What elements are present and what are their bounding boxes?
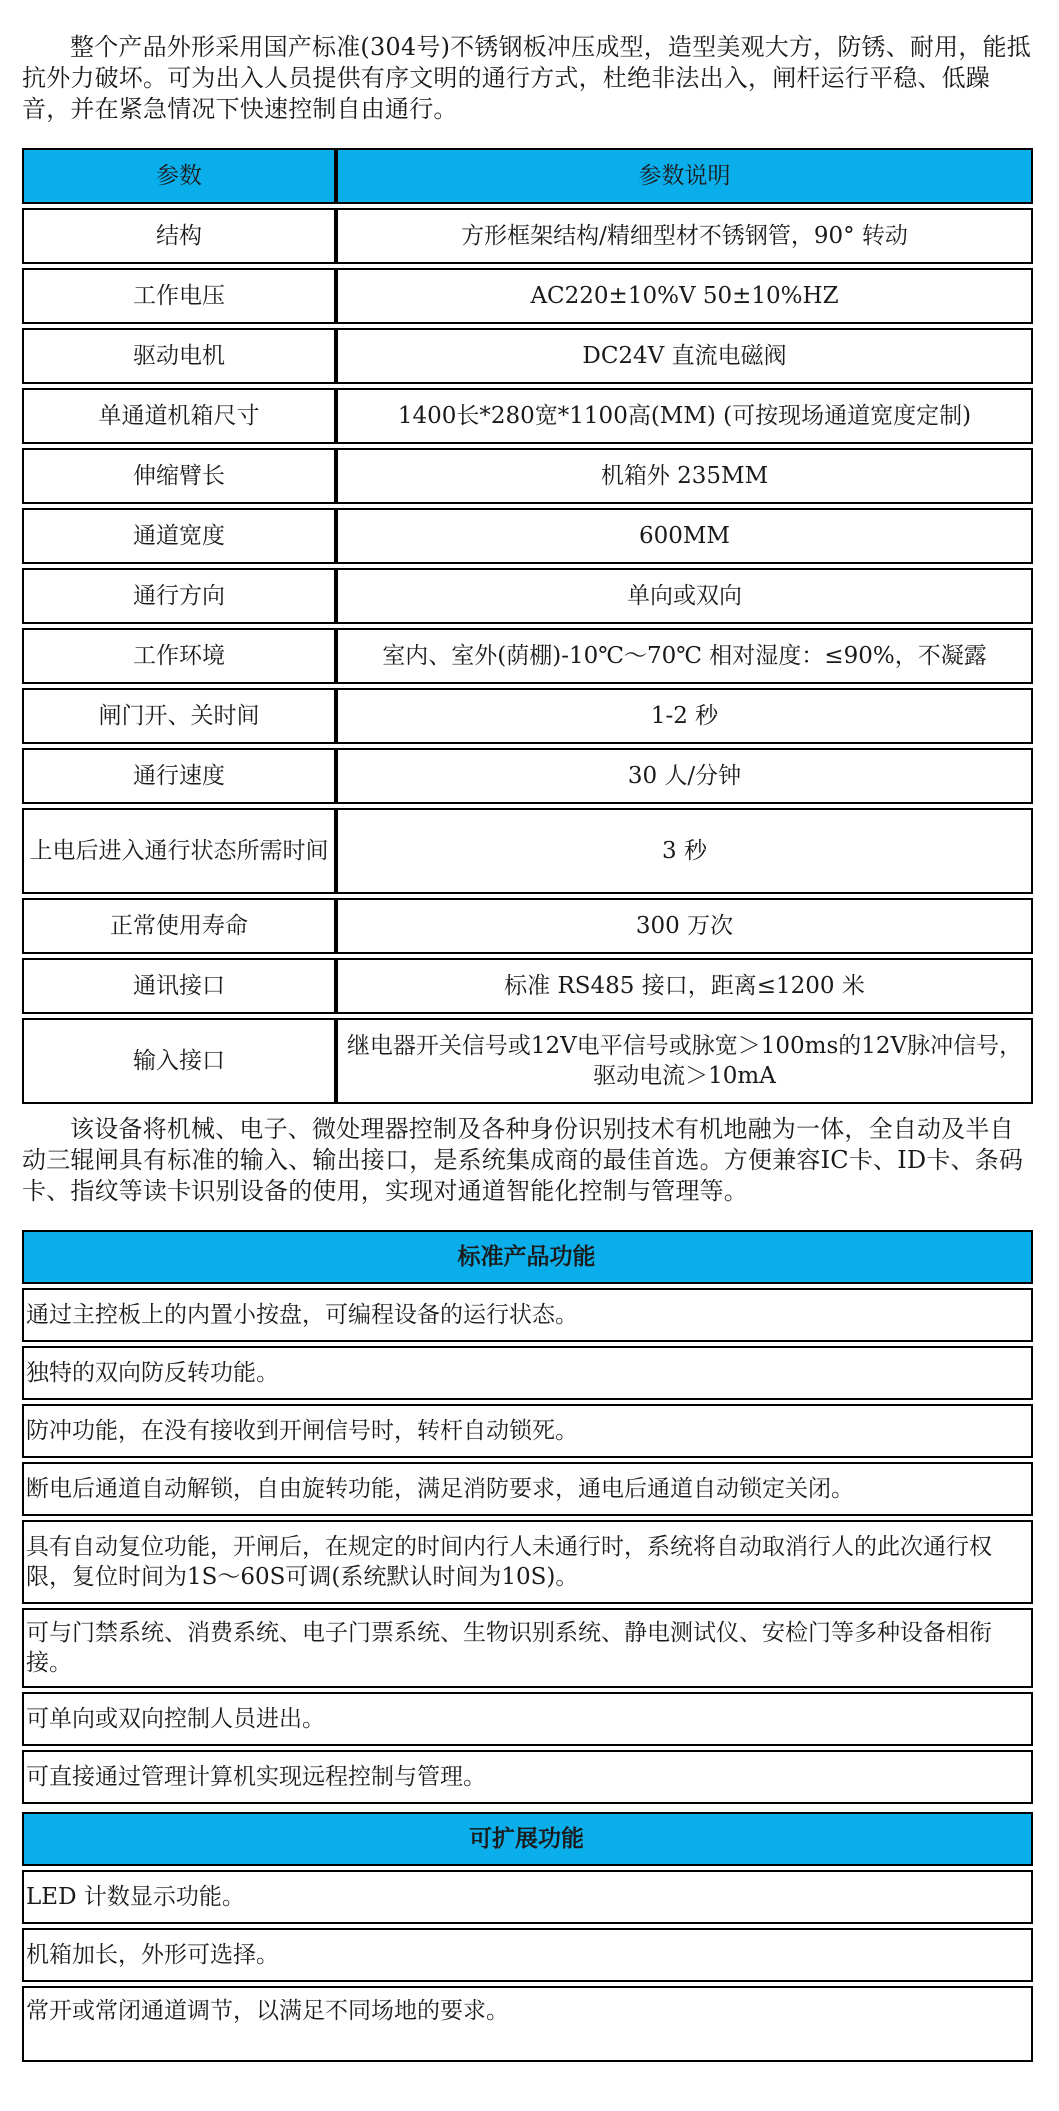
param-value: 1400长*280宽*1100高(MM) (可按现场通道宽度定制) — [334, 388, 1033, 444]
param-name: 单通道机箱尺寸 — [22, 388, 334, 444]
param-value: 30 人/分钟 — [334, 748, 1033, 804]
function-item: 可单向或双向控制人员进出。 — [22, 1692, 1033, 1746]
table-row — [22, 328, 1033, 384]
param-value: 标准 RS485 接口，距离≤1200 米 — [334, 958, 1033, 1014]
table-row — [22, 268, 1033, 324]
parameter-table — [22, 144, 1033, 1108]
list-item — [22, 1692, 1033, 1746]
param-value: 单向或双向 — [334, 568, 1033, 624]
list-item — [22, 1404, 1033, 1458]
param-value: DC24V 直流电磁阀 — [334, 328, 1033, 384]
table-row — [22, 748, 1033, 804]
param-name: 工作电压 — [22, 268, 334, 324]
header-param: 参数 — [22, 148, 334, 204]
function-item: 具有自动复位功能，开闸后，在规定的时间内行人未通行时，系统将自动取消行人的此次通行权限，复位时间为1S～60S可调(系统默认时间为10S)。 — [22, 1520, 1033, 1604]
function-item: 机箱加长，外形可选择。 — [22, 1928, 1033, 1982]
param-name: 通讯接口 — [22, 958, 334, 1014]
param-value: 300 万次 — [334, 898, 1033, 954]
parameter-table-header — [22, 148, 1033, 204]
standard-functions-table — [22, 1226, 1033, 1808]
param-value: 方形框架结构/精细型材不锈钢管，90° 转动 — [334, 208, 1033, 264]
middle-paragraph: 该设备将机械、电子、微处理器控制及各种身份识别技术有机地融为一体，全自动及半自动三辊闸具有标准的输入、输出接口，是系统集成商的最佳首选。方便兼容IC卡、ID卡、条码卡、指纹等读卡识别设备的使用，实现对通道智能化控制与管理等。 — [22, 1115, 1024, 1205]
function-item: LED 计数显示功能。 — [22, 1870, 1033, 1924]
function-item: 通过主控板上的内置小按盘，可编程设备的运行状态。 — [22, 1288, 1033, 1342]
list-item — [22, 1750, 1033, 1804]
function-item: 防冲功能，在没有接收到开闸信号时，转杆自动锁死。 — [22, 1404, 1033, 1458]
param-value: 600MM — [334, 508, 1033, 564]
table-row — [22, 388, 1033, 444]
intro-paragraph: 整个产品外形采用国产标准(304号)不锈钢板冲压成型，造型美观大方，防锈、耐用，能抵抗外力破坏。可为出入人员提供有序文明的通行方式，杜绝非法出入，闸杆运行平稳、低躁音，并在紧急情况下快速控制自由通行。 — [22, 33, 1031, 123]
param-name: 驱动电机 — [22, 328, 334, 384]
param-name: 工作环境 — [22, 628, 334, 684]
table-row — [22, 208, 1033, 264]
param-value: AC220±10%V 50±10%HZ — [334, 268, 1033, 324]
function-item: 断电后通道自动解锁，自由旋转功能，满足消防要求，通电后通道自动锁定关闭。 — [22, 1462, 1033, 1516]
param-name: 正常使用寿命 — [22, 898, 334, 954]
table-row — [22, 898, 1033, 954]
param-name: 通道宽度 — [22, 508, 334, 564]
list-item — [22, 1346, 1033, 1400]
list-item — [22, 1288, 1033, 1342]
table-row — [22, 628, 1033, 684]
table-row — [22, 958, 1033, 1014]
param-value: 1-2 秒 — [334, 688, 1033, 744]
function-item: 独特的双向防反转功能。 — [22, 1346, 1033, 1400]
param-value: 继电器开关信号或12V电平信号或脉宽＞100ms的12V脉冲信号，驱动电流＞10mA — [334, 1018, 1033, 1104]
extended-functions-header — [22, 1812, 1033, 1866]
param-name: 闸门开、关时间 — [22, 688, 334, 744]
standard-functions-header — [22, 1230, 1033, 1284]
list-item — [22, 1928, 1033, 1982]
standard-functions-title: 标准产品功能 — [22, 1230, 1033, 1284]
param-value: 室内、室外(荫棚)-10℃～70℃ 相对湿度：≤90%，不凝露 — [334, 628, 1033, 684]
param-name: 通行方向 — [22, 568, 334, 624]
list-item — [22, 1520, 1033, 1604]
table-row — [22, 1018, 1033, 1104]
table-row — [22, 508, 1033, 564]
param-name: 上电后进入通行状态所需时间 — [22, 808, 334, 894]
extended-functions-table — [22, 1808, 1033, 2066]
list-item — [22, 1462, 1033, 1516]
list-item — [22, 1986, 1033, 2062]
table-row — [22, 448, 1033, 504]
list-item — [22, 1608, 1033, 1688]
table-row — [22, 808, 1033, 894]
param-value: 机箱外 235MM — [334, 448, 1033, 504]
param-name: 结构 — [22, 208, 334, 264]
table-row — [22, 568, 1033, 624]
param-name: 伸缩臂长 — [22, 448, 334, 504]
param-value: 3 秒 — [334, 808, 1033, 894]
function-item: 可直接通过管理计算机实现远程控制与管理。 — [22, 1750, 1033, 1804]
list-item — [22, 1870, 1033, 1924]
function-item: 可与门禁系统、消费系统、电子门票系统、生物识别系统、静电测试仪、安检门等多种设备相衔接。 — [22, 1608, 1033, 1688]
extended-functions-title: 可扩展功能 — [22, 1812, 1033, 1866]
param-name: 通行速度 — [22, 748, 334, 804]
table-row — [22, 688, 1033, 744]
header-description: 参数说明 — [334, 148, 1033, 204]
param-name: 输入接口 — [22, 1018, 334, 1104]
function-item: 常开或常闭通道调节，以满足不同场地的要求。 — [22, 1986, 1033, 2062]
